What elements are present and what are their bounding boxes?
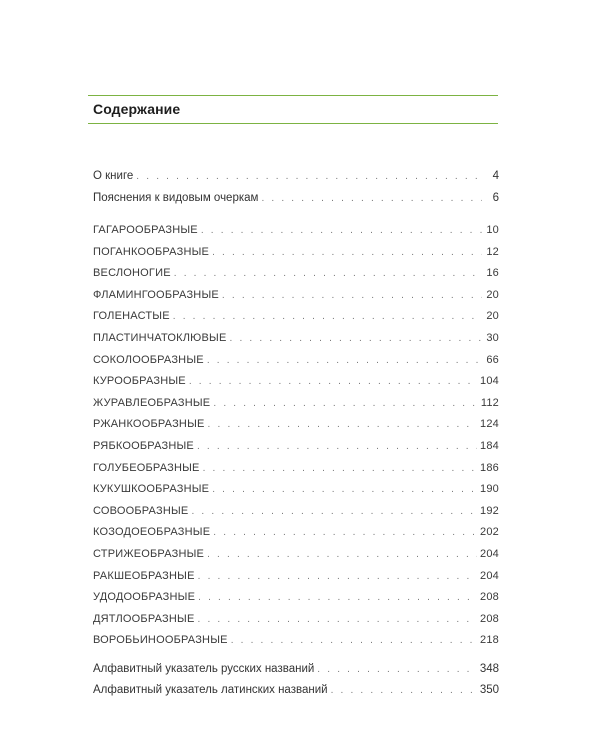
dot-leader (208, 419, 478, 430)
toc-entry-page-number: 348 (479, 663, 499, 675)
toc-entry-page-number: 350 (479, 684, 499, 696)
toc-entry-label: СОВООБРАЗНЫЕ (93, 504, 189, 517)
dot-leader (230, 333, 482, 344)
dot-leader (207, 355, 482, 366)
toc-entry[interactable] (93, 570, 499, 588)
toc-entry-page-number: 10 (486, 224, 499, 236)
toc-entry[interactable] (93, 397, 499, 415)
toc-entry[interactable] (93, 267, 499, 285)
toc-entry-label: ГАГАРООБРАЗНЫЕ (93, 224, 198, 236)
heading-bottom-rule (88, 123, 498, 124)
toc-entry[interactable] (93, 418, 499, 436)
dot-leader (222, 290, 482, 301)
toc-entry-page-number: 12 (486, 245, 499, 258)
toc-entry[interactable] (93, 246, 499, 264)
toc-entry-page-number: 204 (480, 548, 499, 560)
toc-entry-page-number: 204 (480, 569, 499, 582)
dot-leader (203, 463, 477, 474)
dot-leader (213, 398, 478, 409)
toc-entry-page-number: 192 (480, 504, 499, 517)
toc-entry[interactable] (93, 192, 499, 210)
dot-leader (331, 685, 477, 696)
toc-entry[interactable] (93, 548, 499, 566)
toc-entry-label: СОКОЛООБРАЗНЫЕ (93, 353, 204, 366)
toc-entry[interactable] (93, 505, 499, 523)
toc-entry[interactable] (93, 332, 499, 350)
toc-entry-page-number: 66 (486, 353, 499, 366)
toc-entry-page-number: 184 (480, 440, 499, 452)
toc-entry[interactable] (93, 483, 499, 501)
dot-leader (231, 635, 477, 646)
toc-entry-page-number: 208 (480, 612, 499, 625)
toc-entry[interactable] (93, 375, 499, 393)
toc-entry-page-number: 20 (486, 310, 499, 323)
dot-leader (173, 311, 482, 322)
toc-entry-label: ЖУРАВЛЕОБРАЗНЫЕ (93, 396, 211, 409)
toc-entry-label: О книге (93, 170, 134, 182)
toc-entry-page-number: 186 (480, 461, 499, 474)
toc-entry[interactable] (93, 591, 499, 609)
heading-top-rule (88, 95, 498, 96)
toc-entry[interactable] (93, 224, 499, 242)
toc-entry[interactable] (93, 170, 499, 188)
toc-entry-label: ПЛАСТИНЧАТОКЛЮВЫЕ (93, 332, 227, 344)
dot-leader (198, 614, 478, 625)
toc-entry[interactable] (93, 526, 499, 544)
toc-entry-page-number: 202 (480, 526, 499, 539)
toc-entry-label: КОЗОДОЕОБРАЗНЫЕ (93, 526, 211, 539)
dot-leader (213, 527, 477, 538)
toc-entry-page-number: 20 (486, 288, 499, 301)
page-title: Содержание (93, 101, 181, 117)
dot-leader (174, 268, 482, 279)
toc-entry-page-number: 124 (480, 418, 499, 431)
dot-leader (212, 484, 477, 495)
toc-entry[interactable] (93, 663, 499, 681)
toc-entry-label: КУКУШКООБРАЗНЫЕ (93, 483, 210, 496)
toc-entry-label: СТРИЖЕОБРАЗНЫЕ (93, 548, 205, 560)
dot-leader (317, 664, 477, 675)
dot-leader (201, 225, 482, 236)
toc-entry[interactable] (93, 310, 499, 328)
toc-entry[interactable] (93, 354, 499, 372)
toc-entry-label: КУРООБРАЗНЫЕ (93, 375, 186, 388)
toc-entry-page-number: 112 (480, 396, 499, 409)
dot-leader (212, 247, 482, 258)
toc-entry-label: УДОДООБРАЗНЫЕ (93, 591, 196, 604)
toc-entry[interactable] (93, 684, 499, 702)
toc-entry-label: РЯБКООБРАЗНЫЕ (93, 440, 194, 452)
toc-entry-page-number: 4 (492, 170, 499, 182)
toc-entry-label: ДЯТЛООБРАЗНЫЕ (93, 612, 195, 625)
dot-leader (207, 549, 477, 560)
toc-entry-label: ГОЛЕНАСТЫЕ (93, 310, 170, 323)
toc-entry[interactable] (93, 440, 499, 458)
toc-entry-label: ФЛАМИНГООБРАЗНЫЕ (93, 288, 219, 301)
toc-entry-label: Алфавитный указатель латинских названий (93, 684, 328, 696)
toc-entry-label: ПОГАНКООБРАЗНЫЕ (93, 245, 210, 258)
toc-entry-label: РАКШЕОБРАЗНЫЕ (93, 569, 195, 582)
toc-entry-label: Пояснения к видовым очеркам (93, 192, 259, 204)
toc-entry-label: ВОРОБЬИНООБРАЗНЫЕ (93, 634, 228, 647)
toc-entry-label: РЖАНКООБРАЗНЫЕ (93, 418, 205, 431)
dot-leader (197, 441, 477, 452)
dot-leader (261, 193, 482, 204)
toc-entry[interactable] (93, 289, 499, 307)
toc-entry[interactable] (93, 613, 499, 631)
toc-entry-page-number: 16 (486, 267, 499, 280)
toc-entry-page-number: 30 (486, 332, 499, 344)
toc-entry-label: ГОЛУБЕОБРАЗНЫЕ (93, 461, 200, 474)
toc-entry-page-number: 190 (480, 483, 499, 496)
dot-leader (198, 592, 477, 603)
toc-entry-page-number: 208 (480, 591, 499, 604)
dot-leader (191, 506, 477, 517)
dot-leader (198, 571, 477, 582)
toc-entry-page-number: 6 (492, 192, 499, 204)
toc-entry-label: Алфавитный указатель русских названий (93, 663, 315, 675)
dot-leader (189, 376, 477, 387)
toc-entry-label: ВЕСЛОНОГИЕ (93, 267, 171, 280)
toc-entry-page-number: 218 (480, 634, 499, 647)
dot-leader (136, 171, 482, 182)
toc-entry-page-number: 104 (480, 375, 499, 388)
toc-entry[interactable] (93, 634, 499, 652)
toc-entry[interactable] (93, 462, 499, 480)
